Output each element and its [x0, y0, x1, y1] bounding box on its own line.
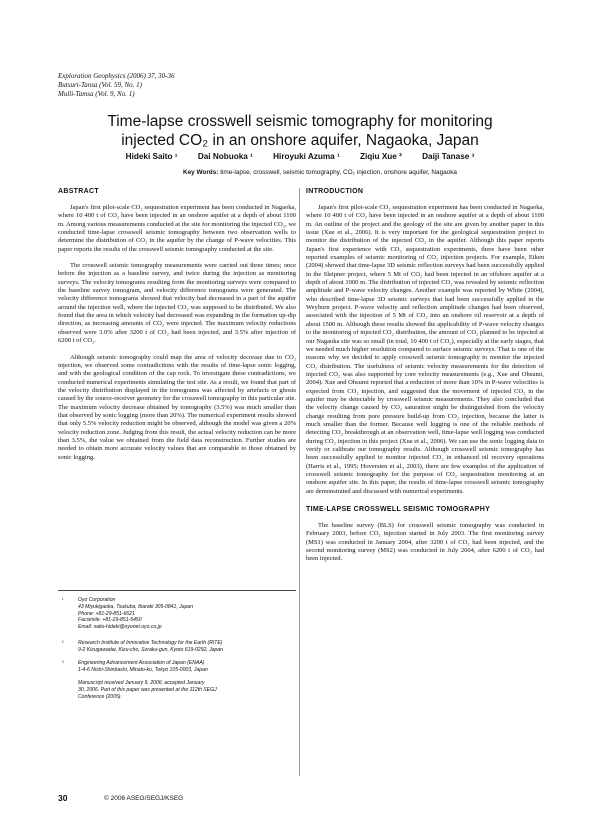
footnote-mark: ³ [62, 660, 64, 665]
right-column [306, 188, 544, 572]
footnote-affiliation-3 [58, 660, 296, 674]
paper-title [40, 112, 560, 150]
keywords [90, 169, 550, 176]
footnote-line: Research Institute of Innovative Technology for the Earth (RITE) [78, 640, 223, 646]
footnote-line: Engineering Advancement Association of Japan (ENAA) [78, 660, 205, 666]
abstract-paragraph: The crosswell seismic tomography measurements were carried out three times; once before the injection as a baseline survey, and twice during the injection as monitoring surveys. The velocity tomograms resulting from the monitoring surveys were compared to the baseline survey tomogram, and velocity difference tomograms were generated. The velocity difference tomograms showed that velocity had decreased in a part of the aquifer around the injection well, where the injected CO₂ was supposed to be distributed. We also found that the area in which velocity had decreased was expanding in the formation up-dip direction, as increasing amounts of CO₂ were injected. The maximum velocity reductions observed were 3.0% after 3200 t of CO₂ had been injected, and 3.5% after injection of 6200 t of CO₂. [58, 262, 296, 345]
footnote-mark: ¹ [62, 597, 64, 602]
author-name: Hideki Saito ¹ [125, 152, 178, 161]
footnote-line: Conference (2005). [78, 693, 122, 700]
journal-line-1: Exploration Geophysics (2006) 37, 30-36 [58, 72, 175, 80]
column-divider [299, 188, 300, 776]
author-name: Daiji Tanase ³ [422, 152, 475, 161]
journal-line-2: Butsuri-Tansa (Vol. 59, No. 1) [58, 81, 142, 90]
title-line-2: injected CO₂ in an onshore aquifer, Nagaoka, Japan [121, 132, 479, 149]
footnote-line: Email: saito-hideki@oyonet.oyo.co.jp [78, 624, 162, 631]
footnote-affiliation-2 [58, 640, 296, 654]
left-column [58, 188, 296, 470]
abstract-heading: ABSTRACT [58, 188, 99, 195]
journal-line-3: Mulli-Tamsa (Vol. 9, No. 1) [58, 90, 135, 99]
introduction-paragraph: Japan's first pilot-scale CO₂ sequestration experiment has been conducted in Nagaoka, where 10 400 t of CO₂ have been injected in an onshore aquifer at a depth of about 1100 m. An outline of the project and the geology of the site are given by another paper in this issue (Xue et al., 2006). It is very important for the geological sequestration project to monitor the distribution of the injected CO₂ in the aquifer. Although this paper reports Japan's first experience with CO₂ sequestration experiments, there have been other reported examples of seismic monitoring of CO₂ injection projects. For example, Eiken (2004) showed that time-lapse 3D seismic reflection surveys had been successfully applied in the Sleipner project, where 5 Mt of CO₂ had been injected in an offshore aquifer at a depth of about 1000 m. The distribution of injected CO₂ was revealed by seismic reflection amplitude and P-wave velocity changes. Another example was reported by White (2004), who described time-lapse 3D seismic surveys that had been successfully applied in the Weyburn project. P-wave velocity and reflection amplitude changes had been observed, associated with the injection of 5 Mt of CO₂ into an onshore oil reservoir at a depth of about 1500 m. Although these results showed the applicability of P-wave velocity changes to the monitoring of injected CO₂ distribution, the amount of CO₂ planned to be injected at our Nagaoka site was so small (in total, 10 400 t of CO₂), especially at the early stages, that we needed much higher resolution compared to surface seismic surveys. That is one of the reasons why we decided to apply crosswell seismic tomography to monitor the injected CO₂ distribution. The usefulness of seismic velocity measurements for the detection of injected CO₂ was also supported by core velocity measurements (e.g., Xue and Ohsumi, 2004). Xue and Ohsumi reported that a reduction of more than 10% in P-wave velocities is expected from CO₂ injection, and suggested that the movement of injected CO₂ in the aquifer may be detectable by crosswell seismic measurements. They also concluded that the velocity change caused by CO₂ saturation might be distinguished from the velocity change resulting from pore pressure build-up from CO₂ injection, because the latter is much smaller than the former. Because well logging is one of the reliable methods of detecting CO₂ breakthrough at an observation well, time-lapse well logging was conducted during CO₂ injection in this project (Xue et al., 2006). We can use the sonic logging data to verify or calibrate our tomography results. Although crosswell seismic tomography has been successfully applied to monitor injected CO₂ in enhanced oil recovery operations (Harris et al., 1995; Hoversten et al., 2003), there are few examples of the application of crosswell seismic tomography for the purpose of CO₂ sequestration monitoring at an onshore aquifer site. In this paper, the results of time-lapse crosswell seismic tomography are demonstrated and discussed with numerical experiments. [306, 204, 544, 495]
footnote-line: 43 Miyukigaoka, Tsukuba, Ibaraki 305-0841, Japan [78, 603, 194, 610]
title-line-1: Time-lapse crosswell seismic tomography for monitoring [107, 113, 493, 130]
footnote-line: Facsimile: +81-29-851-5450 [78, 617, 142, 624]
author-list [40, 152, 560, 161]
author-name: Ziqiu Xue ² [360, 152, 402, 161]
author-name: Dai Nobuoka ¹ [197, 152, 253, 161]
abstract-paragraph: Japan's first pilot-scale CO₂ sequestration experiment has been conducted in Nagaoka, where 10 400 t of CO₂ have been injected in an onshore aquifer at a depth of about 1100 m. Among various measurements conducted at the site for monitoring the injected CO₂, we conducted time-lapse crosswell seismic tomography between two observation wells to determine the distribution of CO₂ in the aquifer by the change of P-wave velocities. This paper reports the results of the crosswell seismic tomography conducted at the site. [58, 204, 296, 253]
page-number: 30 [58, 793, 68, 803]
footnote-rule [58, 590, 296, 591]
footnote-manuscript [58, 680, 296, 700]
footnote-line: Manuscript received January 9, 2006; accepted January [78, 680, 205, 686]
keywords-text: time-lapse, crosswell, seismic tomography, CO₂ injection, onshore aquifer, Nagaoka [220, 169, 457, 176]
footnote-line: 1-4-6 Nishi-Shinbashi, Minato-ku, Tokyo 105-0003, Japan [78, 666, 208, 673]
section-paragraph: The baseline survey (BLS) for crosswell seismic tomography was conducted in February 2003, before CO₂ injection started in July 2003. The first monitoring survey (MS1) was conducted in January 2004, after 3200 t of CO₂ had been injected, and the second monitoring survey (MS2) was conducted in July 2004, after 6200 t of CO₂ had been injected. [306, 522, 544, 563]
footnote-line: 9-2 Kizugawadai, Kizu-cho, Soraku-gun, Kyoto 619-0292, Japan [78, 646, 223, 653]
introduction-heading: INTRODUCTION [306, 188, 364, 195]
section-heading: TIME-LAPSE CROSSWELL SEISMIC TOMOGRAPHY [306, 506, 491, 514]
footnote-line: Phone: +81-29-851-6621 [78, 610, 135, 617]
author-name: Hiroyuki Azuma ¹ [273, 152, 340, 161]
footnote-line: Oyo Corporation [78, 597, 116, 603]
keywords-label: Key Words: [183, 169, 219, 176]
footnote-line: 30, 2006. Part of this paper was presented at the 112th SEGJ [78, 686, 217, 693]
footnote-mark: ² [62, 640, 64, 645]
journal-info [58, 72, 174, 100]
copyright-notice: © 2006 ASEG/SEGJ/KSEG [104, 795, 184, 802]
abstract-paragraph: Although seismic tomography could map the area of velocity decrease due to CO₂ injection, we observed some contradictions with the results of time-lapse sonic logging, and with the geological condition of the cap rock. To investigate these contradictions, we conducted numerical experiments simulating the test site. As a result, we found that part of the velocity distribution displayed in the tomograms was affected by artefacts or ghosts caused by the source-receiver geometry for the crosswell tomography in this particular site. The maximum velocity decrease obtained by tomography (3.5%) was much smaller than that observed by sonic logging (more than 20%). The numerical experiment results showed that only 5.5% velocity reduction might be observed, although the model was given a 20% velocity reduction zone. Judging from this result, the actual velocity reduction can be more than 3.5%, the value we obtained from the field data reconstruction. Further studies are needed to obtain more accurate velocity values that are comparable to those obtained by sonic logging. [58, 353, 296, 461]
footnote-affiliation-1 [58, 597, 296, 631]
